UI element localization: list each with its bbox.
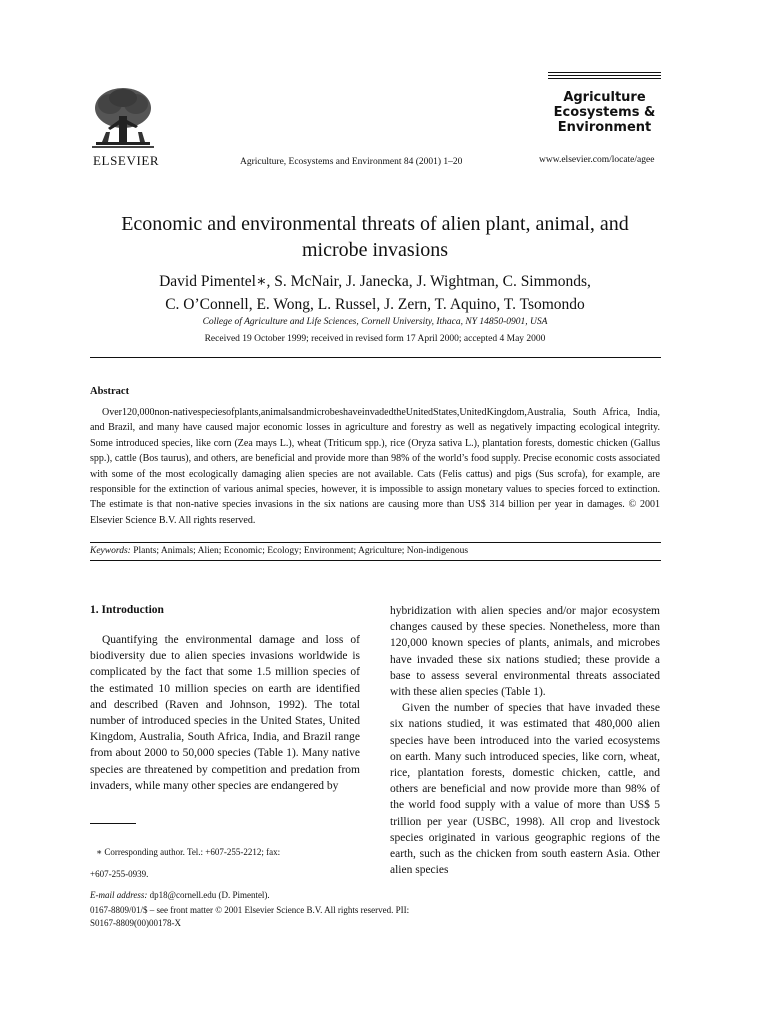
keywords-label: Keywords: (90, 546, 131, 556)
affiliation: College of Agriculture and Life Sciences, Cornell University, Ithaca, NY 14850-0901, USA (202, 317, 548, 327)
journal-title-line: Environment (557, 120, 652, 135)
authors-line: C. O’Connell, E. Wong, L. Russel, J. Zern, T. Aquino, T. Tsomondo (165, 296, 585, 313)
journal-title-line: Agriculture (563, 90, 646, 105)
masthead-rule (548, 75, 661, 76)
section-heading: 1. Introduction (90, 604, 164, 616)
copyright-notice (90, 904, 470, 929)
received-dates: Received 19 October 1999; received in revised form 17 April 2000; accepted 4 May 2000 (204, 334, 546, 344)
abstract-heading: Abstract (90, 386, 130, 397)
body-paragraph: hybridization with alien species and/or major ecosystem changes caused by these species. Nonetheless, more than 120,000 known species of plants, animals, and microbes have invaded these six nations studied; these provide a base to assess several environmental threats associated with these alien species (Table 1). (390, 605, 660, 699)
fax-note: +607-255-0939. (90, 869, 149, 879)
right-column (390, 603, 660, 878)
authors-line: David Pimentel∗, S. McNair, J. Janecka, J. Wightman, C. Simmonds, (159, 273, 591, 290)
journal-title (548, 90, 661, 135)
divider (90, 357, 661, 358)
journal-masthead (548, 72, 661, 135)
body-paragraph: Quantifying the environmental damage and loss of biodiversity due to alien species invasions worldwide is complicated by the fact that some 1.5 million species of the estimated 10 million species on earth are identified and described (Raven and Johnson, 1992). The total number of introduced species in the United States, United Kingdom, Australia, South Africa, India, and Brazil range from about 2000 to 50,000 species (Table 1). Many native species are threatened by competition and predation from invaders, while many other species are endangered by (90, 634, 360, 792)
journal-title-line: Ecosystems & (553, 105, 656, 120)
keywords (90, 546, 660, 556)
publisher-name: ELSEVIER (93, 153, 160, 168)
copyright-line: S0167-8809(00)00178-X (90, 917, 181, 928)
masthead-rule (548, 78, 661, 79)
copyright-line: 0167-8809/01/$ – see front matter © 2001 Elsevier Science B.V. All rights reserved. PII: (90, 905, 410, 915)
elsevier-tree-logo (90, 86, 156, 152)
journal-citation: Agriculture, Ecosystems and Environment 84 (2001) 1–20 (240, 157, 463, 167)
masthead-rule (548, 72, 661, 73)
keywords-list: Plants; Animals; Alien; Economic; Ecology; Environment; Agriculture; Non-indigenous (130, 546, 469, 556)
corresponding-author-note: ∗ Corresponding author. Tel.: +607-255-2212; fax: (96, 847, 281, 857)
abstract-text: Over120,000non-nativespeciesofplants,animalsandmicrobeshaveinvadedtheUnitedStates,UnitedKingdom,Australia, South Africa, India, and Brazil, and many have caused major economic losses in agriculture and forestry as well as negatively impacting ecological integrity. Some introduced species, like corn (Zea mays L.), wheat (Triticum spp.), rice (Oryza sativa L.), plantation forests, domestic chicken (Gallus spp.), cattle (Bos taurus), and others, are beneficial and provide more than 98% of the world’s food supply. Precise economic costs associated with some of the most ecologically damaging alien species are not available. Cats (Felis cattus) and pigs (Sus scrofa), for example, are responsible for the extinction of various animal species, however, it is impossible to assign monetary values to species forced to extinction. The estimate is that non-native species invasions in the six nations are causing more than US$ 314 billion per year in damages. © 2001 Elsevier Science B.V. All rights reserved. (90, 407, 660, 526)
email-address[interactable]: dp18@cornell.edu (D. Pimentel). (147, 890, 270, 900)
author-list (90, 270, 660, 316)
journal-url-link[interactable]: www.elsevier.com/locate/agee (539, 155, 655, 165)
email-label: E-mail address: (90, 890, 148, 900)
email-note (90, 889, 370, 901)
footnote-rule (90, 823, 136, 824)
article-title: Economic and environmental threats of alien plant, animal, and microbe invasions (121, 213, 629, 261)
body-paragraph: Given the number of species that have invaded these six nations studied, it was estimated that 480,000 alien species have been introduced into the varied ecosystems on earth. Many such introduced species, like corn, wheat, rice, plantation forests, domestic chicken, cattle, and others are beneficial and now provide more than 98% of the world food supply with a value of more than US$ 5 trillion per year (USBC, 1998). All crop and livestock species originated in various geographic regions of the earth, such as the chicken from south eastern Asia. Other alien species (390, 702, 660, 877)
divider (90, 542, 661, 543)
divider (90, 560, 661, 561)
